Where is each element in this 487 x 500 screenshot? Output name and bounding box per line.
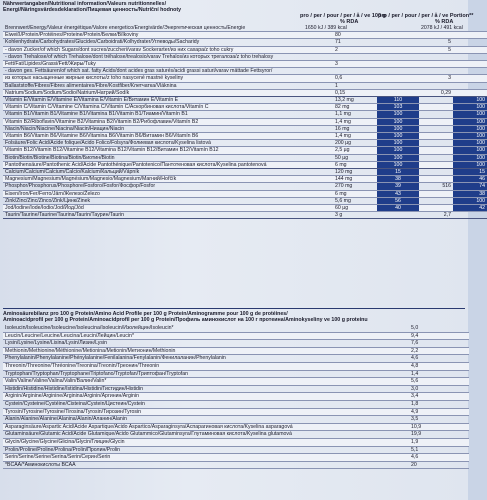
cell-v5: 100 [453,147,487,154]
cell-v1 [303,97,333,104]
cell-v2: 6 mg [335,190,347,197]
cell-v1 [303,161,333,168]
table-row [3,176,487,183]
cell-name: Biotin/Biotin/Biotine/Biotina/Biotin/Биотин/Biotin [5,154,115,161]
table-row [3,212,487,219]
cell-v1 [303,53,333,60]
cell-v4 [419,97,453,104]
cell-name: Vitamin C/Vitamin C/Vitamine C/Vitamina C/Vitamin C/Аскорбиновая кислота/Vitamín C [5,104,209,111]
cell-v5: 100 [453,161,487,168]
cell-v4 [419,176,453,183]
cell-v1 [303,176,333,183]
cell-v1 [303,89,333,96]
amino-row [3,325,469,332]
cell-v2: 3 [335,61,338,68]
cell-v5: 100 [453,133,487,140]
amino-name: Serin/Serine/Serine/Serina/Serin/Серин/Serin [5,454,111,461]
cell-v4 [419,104,453,111]
cell-v2: 1 [335,82,338,89]
cell-v1 [303,169,333,176]
amino-row [3,454,469,462]
cell-v1 [303,82,333,89]
cell-v2 [333,68,377,75]
cell-name: Eisen/Iron/Fer/Ferro/Järn/Железо/Železo [5,190,100,197]
cell-v3: 103 [377,104,419,111]
cell-v2: 16 mg [335,125,350,132]
table-row [3,140,487,147]
cell-v1 [303,46,333,53]
cell-name: Vitamin B12/Vitamin B12/Vitamine B12/Vitamina B12/Vitamin B12/Витамин B12/Vitamín B12 [5,147,219,154]
amino-value: 10,9 [411,423,422,430]
table-row [3,133,487,140]
cell-v3 [377,82,419,89]
cell-v4 [419,197,453,204]
cell-v2: 144 mg [335,176,353,183]
cell-name: - davon Trehalose/of which Trehalose/dont tréhalose/trealosio/varav Trehalos/из которых трегалоза/z toho trehalosy [5,53,274,60]
cell-v3 [377,68,419,75]
amino-name: Glycin/Glycine/Glycine/Glicina/Glycin/Глицин/Glycin [5,438,125,445]
cell-v1 [303,68,333,75]
cell-name: Jod/Iodine/Iode/Iodio/Jod/Йод/Jód [5,205,84,212]
table-row [3,97,487,104]
amino-value: 20 [411,461,417,468]
cell-v2: 0,15 [335,89,346,96]
cell-v3: 100 [377,133,419,140]
cell-v4: 2,7 [443,212,451,219]
cell-v1: 1650 kJ / 389 kcal [305,25,347,31]
table-row [3,75,487,82]
amino-value: 1,8 [411,400,419,407]
cell-v2: 80 [335,32,341,39]
cell-v2 [333,53,377,60]
amino-row [3,416,469,424]
cell-v4 [419,205,453,212]
cell-v4 [419,125,453,132]
cell-v5: 100 [453,197,487,204]
cell-v3 [377,212,419,219]
cell-v3 [377,61,419,68]
cell-v1 [303,104,333,111]
cell-v1 [303,39,333,46]
col-per100: pro / per / pour / per / å / ve 100 g [300,13,386,19]
cell-v2: 200 µg [335,140,351,147]
cell-v5: 100 [453,125,487,132]
cell-v3: 100 [377,118,419,125]
cell-name: Eiweiß/Protein/Protéines/Proteine/Protein/Белки/Bílkoviny [5,32,139,39]
table-row [3,125,487,132]
cell-v1 [303,190,333,197]
amino-value: 2,2 [411,347,419,354]
amino-name: Asparaginsäure/Aspartic Acid/Acide Aspartique/Acido Aspartico/Asparaginsyra/Аспарагиновая кислота/Kyselina asparagová [5,423,293,430]
cell-name: - davon Zucker/of which Sugars/dont sucres/zuccheri/varav Sockerarter/из них сахара/z toho cukry [5,46,234,53]
cell-v4 [419,147,453,154]
cell-v2: 1,4 mg [335,118,351,125]
cell-v5 [453,39,487,46]
cell-v1 [303,197,333,204]
amino-title [3,311,465,323]
cell-name: - davon ges. Fettsäuren/of which sat. fatty Acids/dont acides gras saturés/acidi grassi saturi/varav mättade Fettsyror/ [5,68,273,75]
amino-row [3,408,469,416]
cell-v4 [419,68,453,75]
cell-v5 [453,46,487,53]
amino-value: 3,0 [411,385,419,392]
cell-v5: 100 [453,118,487,125]
amino-row [3,378,469,386]
cell-v5 [453,61,487,68]
amino-table [3,325,469,469]
amino-row [3,340,469,348]
cell-v5 [453,68,487,75]
cell-v5: 74 [453,183,487,190]
table-row [3,183,487,190]
cell-v1 [303,140,333,147]
cell-v3: 100 [377,140,419,147]
cell-name: Vitamin E/Vitamin E/Vitamine E/Vitamina E/Vitamin E/Витамин E/Vitamín E [5,97,179,104]
cell-v3: 100 [377,161,419,168]
cell-v3: 110 [377,97,419,104]
cell-v1 [303,32,333,39]
cell-v2: 1,4 mg [335,133,351,140]
cell-name: Brennwert/Energy/Valeur énergétique/Valore energetico/Energivärde/Энергетическая ценность/Energie [5,25,246,31]
cell-v3 [377,32,419,39]
amino-row [3,385,469,393]
header-line: Nährwertangaben/Nutritional information/Valeurs nutritionnelles/ [3,1,167,7]
cell-v2: 3 g [335,212,343,219]
table-row [3,104,487,111]
cell-v2: 2 [335,46,338,53]
amino-name: Lysin/Lysine/Lysine/Lisina/Lysin/Лизин/Lysin [5,340,107,347]
cell-name: Niacin/Niacin/Niacine/Niacina/Niacin/Ниацин/Niacin [5,125,125,132]
cell-v4 [419,118,453,125]
cell-v3: 38 [377,176,419,183]
cell-v1 [303,133,333,140]
amino-value: 5,0 [411,325,419,331]
col-per-portion: pro / per / pour / per / å / ve Portion** [378,13,474,19]
table-row [3,82,487,89]
cell-v5 [453,82,487,89]
cell-v5: 42 [453,205,487,212]
amino-value: 1,9 [411,438,419,445]
cell-v5 [453,212,487,219]
cell-v3: 15 [377,169,419,176]
cell-v5 [453,75,487,82]
amino-value: 4,9 [411,408,419,415]
amino-value: 19,9 [411,431,422,438]
table-row [3,111,487,118]
cell-v3: 100 [377,125,419,132]
cell-v2: 270 mg [335,183,353,190]
cell-name: Pantothensäure/Pantothenic Acid/Acide Pantothénique/Pantotenico/Пантотеновая кислота/Kyselina pantotenová [5,161,267,168]
amino-row [3,438,469,446]
table-row [3,205,487,212]
table-row [3,61,487,68]
cell-v4 [419,190,453,197]
amino-name: Threonin/Threonine/Thréonine/Treonina/Treonin/Треонин/Threonin [5,362,160,369]
amino-row [3,347,469,355]
cell-name: Zink/Zinc/Zinc/Zinco/Zink/Цинк/Zinek [5,197,91,204]
cell-v5 [453,89,487,96]
cell-name: Ballaststoffe/Fibres/Fibres alimentaires/Fibre/Kostfiber/Клетчатка/Vláknina [5,82,177,89]
cell-v3 [377,39,419,46]
amino-name: Histidin/Histidine/Histidine/Istidina/Histidin/Гистидин/Histidin [5,385,143,392]
amino-name: Glutaminsäure/Glutamic Acid/Acide Glutamique/Acido Glutammico/Glutaminsyra/Глутаминовая кислота/Kyselina glutamová [5,431,292,438]
cell-v2: 6 mg [335,161,347,168]
cell-v5: 46 [453,176,487,183]
amino-row [3,370,469,378]
cell-v4 [419,140,453,147]
amino-row [3,431,469,439]
amino-row [3,355,469,363]
cell-v3: 56 [377,197,419,204]
amino-value: 5,6 [411,378,419,385]
cell-v3 [377,75,419,82]
cell-name: Kohlenhydrate/Carbohydrates/Glucides/Carboidrati/Kolhydrater/Углеводы/Sacharidy [5,39,200,46]
amino-name: Methionin/Methionine/Méthionine/Metionina/Metionin/Метионин/Methionin [5,347,176,354]
cell-v2: 50 µg [335,154,349,161]
header-line: Energi/Näringsvärdesdeklaration/Пищевая ценность/Nutriční hodnoty [3,7,182,14]
cell-v3: 100 [377,111,419,118]
cell-name: Vitamin B1/Vitamin B1/Vitamine B1/Vitamina B1/Vitamin B1/Тиамин/Vitamín B1 [5,111,188,118]
cell-v4 [419,133,453,140]
amino-value: 9,4 [411,332,419,339]
table-row [3,68,487,75]
cell-v4: 5 [448,39,451,46]
amino-name: Tyrosin/Tyrosine/Tyrosine/Tirosina/Tyrosin/Тирозин/Tyrosin [5,408,141,415]
col-rda2: % RDA [435,19,454,25]
cell-v4 [419,53,453,60]
table-row [3,169,487,176]
cell-v5: 100 [453,154,487,161]
cell-v5: 100 [453,97,487,104]
cell-v4: 516 [442,183,451,190]
amino-name: *BCAA/*Аминокислоты BCAA [5,461,76,468]
cell-v1 [303,125,333,132]
cell-v3 [377,53,419,60]
cell-v4 [419,111,453,118]
amino-name: Isoleucin/Isoleucine/Isoleucine/Isoleucina/Isoleucin/Изолейцин/Isoleucin* [5,325,174,331]
cell-v3 [377,25,419,32]
table-row [3,118,487,125]
cell-v1 [303,147,333,154]
cell-v5: 38 [453,190,487,197]
cell-v4 [419,82,453,89]
cell-v3: 43 [377,190,419,197]
table-row [3,154,487,161]
cell-name: Vitamin B2/Riboflavin/Vitamine B2/Vitamina B2/Vitamin B2/Рибофлавин/Vitamín B2 [5,118,199,125]
table-row [3,197,487,204]
amino-value: 4,6 [411,355,419,362]
cell-v4 [419,169,453,176]
amino-value: 7,6 [411,340,419,347]
cell-name: Fett/Fat/Lipides/Grassi/Fett/Жиры/Tuky [5,61,96,68]
cell-name: Calcium/Calcium/Calcium/Calcio/Kalcium/Кальций/Vápník [5,169,140,176]
table-row [3,161,487,168]
amino-value: 4,6 [411,454,419,461]
cell-v5 [453,32,487,39]
cell-name: из которых насыщенные жирные кислоты/z toho nasycené mastné kyseliny [5,75,184,82]
cell-v5: 100 [453,140,487,147]
nutrition-header [3,1,465,13]
cell-v3: 100 [377,154,419,161]
amino-title-line: Aminoacidprofil per 100 g Protein/Aminoacidprofil per 100 g Protein/Профиль аминокислот на 100 г протеина/Aminokyseliny ve 100 g proteinu [3,317,368,324]
table-row [3,25,487,32]
cell-name: Natrium/Sodium/Sodium/Sodio/Natrium/Натрий/Sodík [5,89,130,96]
cell-v3 [377,46,419,53]
amino-row [3,400,469,408]
amino-name: Leucin/Leucine/Leucine/Leucina/Leucin/Лейцин/Leucin* [5,332,134,339]
cell-v1 [303,154,333,161]
amino-row [3,461,469,469]
cell-v2: 2,5 µg [335,147,350,154]
amino-value: 1,4 [411,370,419,377]
cell-v1 [303,75,333,82]
divider [3,308,465,309]
cell-v4: 3 [448,75,451,82]
cell-v1 [303,205,333,212]
cell-name: Taurin/Taurine/Taurine/Taurina/Taurin/Таурин/Taurin [5,212,125,219]
table-row [3,39,487,46]
cell-v2: 5,6 mg [335,197,351,204]
cell-v2: 13,2 mg [335,97,354,104]
cell-v2: 82 mg [335,104,350,111]
cell-v4: 5 [448,46,451,53]
cell-v4 [419,154,453,161]
cell-v1 [303,183,333,190]
amino-name: Prolin/Proline/Proline/Prolina/Prolin/Пролин/Prolin [5,446,121,453]
amino-name: Alanin/Alanine/Alanine/Alanina/Alanin/Аланин/Alanin [5,416,127,423]
amino-value: 4,8 [411,362,419,369]
amino-value: 5,1 [411,446,419,453]
cell-v4: 2078 kJ / 491 kcal [421,25,463,31]
cell-v1 [303,212,333,219]
table-row [3,147,487,154]
cell-v3: 100 [377,147,419,154]
amino-value: 3,5 [411,416,419,423]
amino-name: Valin/Valine/Valine/Valina/Valin/Валин/Valin* [5,378,107,385]
cell-v4 [419,161,453,168]
amino-row [3,423,469,431]
table-row [3,89,487,96]
cell-v1 [303,61,333,68]
cell-v3: 40 [377,205,419,212]
amino-name: Phenylalanin/Phenylalanine/Phénylalanine/Fenilalanina/Fenylalanin/Фенилаланин/Phenylalanin [5,355,226,362]
nutrition-table [3,25,487,219]
cell-v2: 120 mg [335,169,353,176]
cell-v4 [419,61,453,68]
cell-v4 [419,32,453,39]
table-row [3,32,487,39]
cell-v1 [303,118,333,125]
amino-row [3,362,469,370]
cell-v3: 39 [377,183,419,190]
cell-v5: 100 [453,111,487,118]
cell-name: Vitamin B6/Vitamin B6/Vitamine B6/Vitamina B6/Vitamin B6/Витамин B6/Vitamín B6 [5,133,199,140]
amino-name: Tryptophan/Tryptophan/Tryptophane/Triptofano/Tryptofan/Триптофан/Tryptofan [5,370,188,377]
cell-v3 [377,89,419,96]
table-row [3,53,487,60]
cell-v1 [303,111,333,118]
cell-v2: 60 µg [335,205,349,212]
cell-v5: 15 [453,169,487,176]
cell-v4: 0,29 [440,89,451,96]
amino-row [3,393,469,401]
amino-row [3,446,469,454]
amino-title-line: Aminosäurebilanz pro 100 g Protein/Amino Acid Profile per 100 g Protein/Aminogramme pour 100 g de protéines/ [3,311,288,317]
amino-name: Arginin/Arginine/Arginine/Arginina/Arginin/Аргинин/Arginin [5,393,139,400]
cell-name: Folsäure/Folic Acid/Acide folique/Acido Folico/Folsyra/Фолиевая кислота/Kyselina listová [5,140,211,147]
cell-v2: 0,6 [335,75,343,82]
table-row [3,190,487,197]
amino-row [3,332,469,340]
cell-name: Phosphor/Phosphorus/Phosphore/Fosforo/Fosfor/Фосфор/Fosfor [5,183,156,190]
amino-name: Cystein/Cysteine/Cystéine/Cisteina/Cystein/Цистеин/Cystein [5,400,145,407]
cell-v2: 1,1 mg [335,111,351,118]
cell-name: Magnesium/Magnesium/Magnésium/Magnesio/Magnesium/Магний/Hořčík [5,176,177,183]
cell-v5: 100 [453,104,487,111]
amino-value: 3,4 [411,393,419,400]
cell-v2: 71 [335,39,341,46]
col-rda1: % RDA [340,19,359,25]
table-row [3,46,487,53]
cell-v5 [453,53,487,60]
